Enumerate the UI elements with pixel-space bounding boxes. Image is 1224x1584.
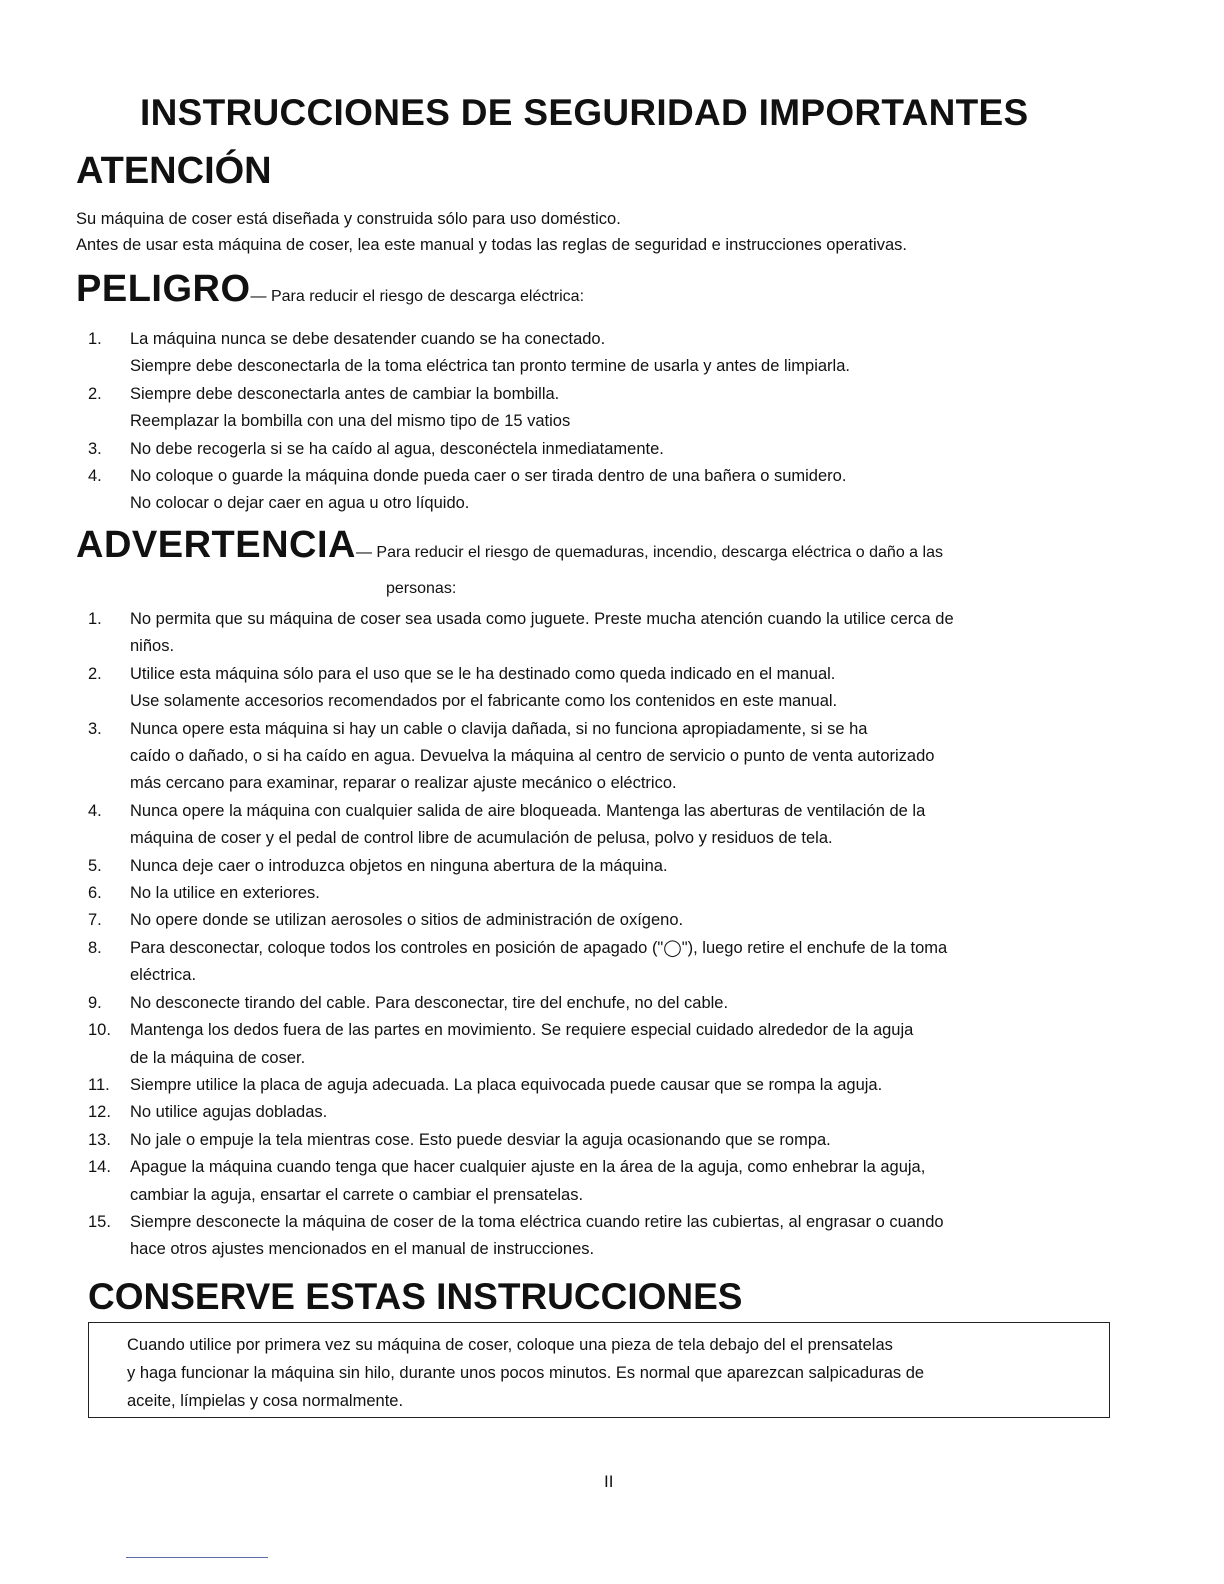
item-number: 7. [88,911,102,930]
item-number: 5. [88,856,102,875]
page-number: II [604,1472,614,1491]
item-text: No jale o empuje la tela mientras cose. Esto puede desviar la aguja ocasionando que se rompa. [130,1130,831,1149]
item-text: No coloque o guarde la máquina donde pueda caer o ser tirada dentro de una bañera o sumidero. [130,467,847,486]
peligro-subtitle: — Para reducir el riesgo de descarga eléctrica: [250,288,585,305]
notice-line: Cuando utilice por primera vez su máquina de coser, coloque una pieza de tela debajo del el prensatelas [127,1336,893,1354]
list-item [76,798,1136,853]
list-item [76,1072,1136,1099]
item-text: Para desconectar, coloque todos los controles en posición de apagado ("◯"), luego retire el enchufe de la toma [130,938,948,957]
item-number: 15. [88,1212,111,1231]
item-number: 11. [88,1075,110,1094]
item-number: 14. [88,1158,111,1177]
list-item [76,1017,1136,1072]
peligro-list [76,326,1136,518]
item-text: más cercano para examinar, reparar o realizar ajuste mecánico o eléctrico. [130,774,677,793]
item-number: 4. [88,801,102,820]
advertencia-heading [76,524,943,567]
item-text: No desconecte tirando del cable. Para desconectar, tire del enchufe, no del cable. [130,993,729,1012]
notice-box [88,1322,1110,1418]
item-text: No la utilice en exteriores. [130,884,320,903]
item-text: No utilice agujas dobladas. [130,1103,328,1122]
item-text: La máquina nunca se debe desatender cuando se ha conectado. [130,330,606,348]
page-title: INSTRUCCIONES DE SEGURIDAD IMPORTANTES [140,92,1029,133]
item-text: Apague la máquina cuando tenga que hacer cualquier ajuste en la área de la aguja, como enhebrar la aguja, [130,1158,926,1177]
peligro-heading [76,268,584,311]
footer-rule [126,1557,268,1558]
peligro-word: PELIGRO [76,268,251,310]
item-number: 3. [88,439,102,458]
item-number: 2. [88,664,102,683]
item-number: 3. [88,719,102,738]
item-text: Siempre utilice la placa de aguja adecuada. La placa equivocada puede causar que se rompa la aguja. [130,1075,883,1094]
advertencia-subtitle: — Para reducir el riesgo de quemaduras, incendio, descarga eléctrica o daño a las [355,544,943,561]
list-item [76,463,1136,518]
item-text: niños. [130,637,175,656]
list-item [76,853,1136,880]
item-number: 8. [88,938,102,957]
list-item [76,990,1136,1017]
item-text: Siempre desconecte la máquina de coser de la toma eléctrica cuando retire las cubiertas, al engrasar o cuando [130,1212,944,1231]
atencion-line: Antes de usar esta máquina de coser, lea este manual y todas las reglas de seguridad e instrucciones operativas. [76,236,907,254]
item-text: eléctrica. [130,966,197,985]
list-item [76,1099,1136,1126]
list-item [76,1127,1136,1154]
item-text: de la máquina de coser. [130,1048,306,1067]
list-item [76,1209,1136,1264]
list-item [76,1154,1136,1209]
item-text: No permita que su máquina de coser sea usada como juguete. Preste mucha atención cuando la utilice cerca de [130,610,954,628]
item-text: Utilice esta máquina sólo para el uso que se le ha destinado como queda indicado en el manual. [130,664,836,683]
conserve-heading: CONSERVE ESTAS INSTRUCCIONES [88,1276,743,1317]
item-text: Nunca deje caer o introduzca objetos en ninguna abertura de la máquina. [130,856,668,875]
item-number: 13. [88,1130,111,1149]
list-item [76,661,1136,716]
advertencia-list [76,606,1136,1264]
item-number: 4. [88,467,102,486]
item-number: 6. [88,884,102,903]
list-item [76,436,1136,463]
item-text: No opere donde se utilizan aerosoles o sitios de administración de oxígeno. [130,911,684,930]
item-number: 2. [88,384,102,403]
item-text: Siempre debe desconectarla antes de cambiar la bombilla. [130,384,560,403]
item-text: Siempre debe desconectarla de la toma eléctrica tan pronto termine de usarla y antes de limpiarla. [130,357,850,376]
item-text: hace otros ajustes mencionados en el manual de instrucciones. [130,1240,595,1259]
advertencia-word: ADVERTENCIA [76,524,356,566]
list-item [76,326,1136,381]
item-text: Use solamente accesorios recomendados por el fabricante como los contenidos en este manual. [130,692,838,711]
list-item [76,716,1136,798]
list-item [76,935,1136,990]
item-text: Nunca opere esta máquina si hay un cable o clavija dañada, si no funciona apropiadamente, si se ha [130,719,868,738]
item-text: cambiar la aguja, ensartar el carrete o cambiar el prensatelas. [130,1185,584,1204]
advertencia-subtitle-cont: personas: [386,580,457,597]
item-number: 9. [88,993,102,1012]
item-text: Nunca opere la máquina con cualquier salida de aire bloqueada. Mantenga las aberturas de ventilación de la [130,801,926,820]
item-text: Mantenga los dedos fuera de las partes en movimiento. Se requiere especial cuidado alrededor de la aguja [130,1021,914,1040]
item-number: 1. [88,610,102,628]
item-text: máquina de coser y el pedal de control libre de acumulación de pelusa, polvo y residuos de tela. [130,829,833,848]
list-item [76,606,1136,661]
item-text: No debe recogerla si se ha caído al agua, desconéctela inmediatamente. [130,439,664,458]
item-number: 12. [88,1103,111,1122]
list-item [76,381,1136,436]
notice-line: aceite, límpielas y cosa normalmente. [127,1392,404,1410]
atencion-text [76,206,1176,258]
notice-line: y haga funcionar la máquina sin hilo, durante unos pocos minutos. Es normal que aparezcan salpicaduras de [127,1364,925,1382]
item-text: No colocar o dejar caer en agua u otro líquido. [130,494,470,513]
item-number: 1. [88,330,102,348]
list-item [76,880,1136,907]
item-text: caído o dañado, o si ha caído en agua. Devuelva la máquina al centro de servicio o punto de venta autorizado [130,747,935,766]
item-text: Reemplazar la bombilla con una del mismo tipo de 15 vatios [130,412,571,431]
item-number: 10. [88,1021,111,1040]
atencion-heading: ATENCIÓN [76,150,272,192]
list-item [76,907,1136,934]
atencion-line: Su máquina de coser está diseñada y construida sólo para uso doméstico. [76,210,621,228]
